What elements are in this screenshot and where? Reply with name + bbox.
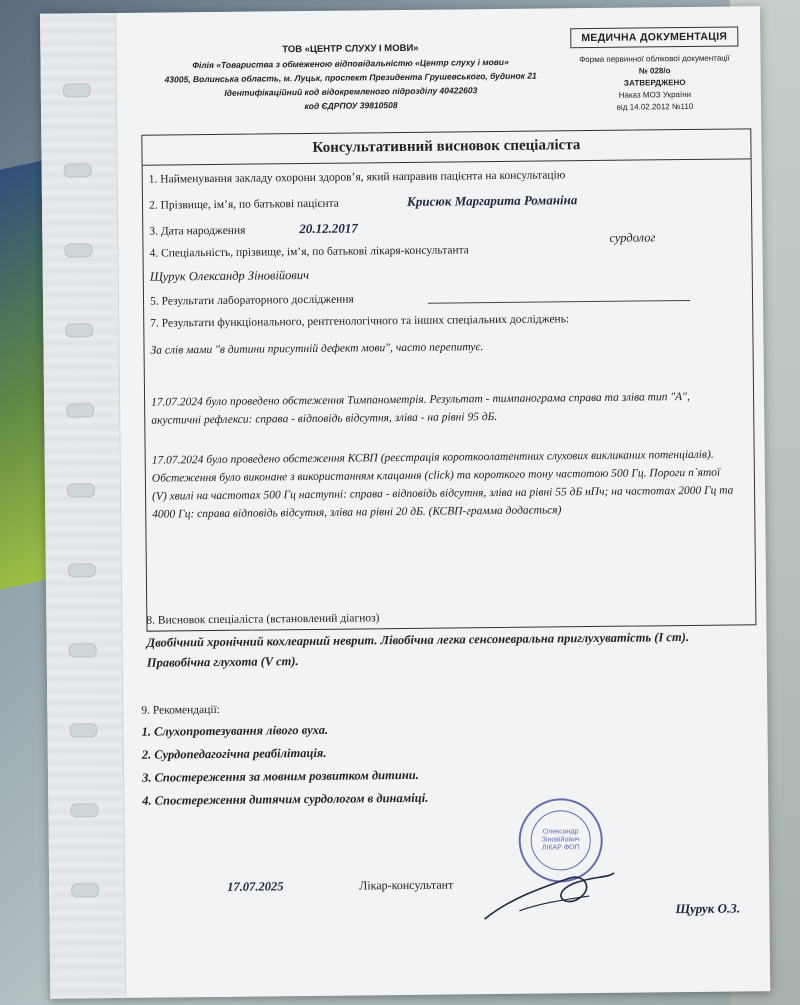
field-7 [150,311,750,329]
field-4-label: 4. Спеціальність, прізвище, ім’я, по батькові лікаря-консультанта [149,244,469,260]
punch-hole [64,243,92,257]
address-line: 43005, Волинська область, м. Луцьк, проспект Президента Грушевського, будинок 21 [164,70,537,85]
form-box-title: МЕДИЧНА ДОКУМЕНТАЦІЯ [570,26,738,48]
recommendation-item: 1. Слухопротезування лівого вуха. [141,722,329,739]
recommendations-label: 9. Рекомендації: [141,703,221,717]
conclusion-section [146,608,747,672]
branch-line: Філія «Товариства з обмеженою відповідальністю «Центр слуху і мови» [192,56,509,71]
punch-hole [71,883,99,897]
main-form-frame [141,128,756,631]
document-title: Консультативний висновок спеціаліста [142,129,750,165]
result-paragraph-1: За слів мами "в дитини присутній дефект мови", часто перепитує. [150,341,484,357]
institution-header [140,40,561,114]
field-2-label: 2. Прізвище, ім’я, по батькові пацієнта [148,197,339,212]
form-line: Форма первинної облікової документації [579,53,730,65]
punch-hole [63,83,91,97]
recommendations-section [141,698,742,812]
approved-label: ЗАТВЕРДЖЕНО [623,78,686,88]
footer-role: Лікар-консультант [359,877,454,893]
paper-content [140,16,762,992]
doctor-specialty: сурдолог [609,230,656,245]
field-3 [149,219,749,237]
punch-hole [69,723,97,737]
doctor-name: Щурук Олександр Зіновійович [149,267,310,284]
birth-date: 20.12.2017 [299,220,358,237]
binder-rail [40,13,126,999]
punch-hole [66,403,94,417]
form-number: № 028/о [638,66,671,76]
punch-hole [65,323,93,337]
field-3-label: 3. Дата народження [149,224,246,238]
result-paragraph-2: 17.07.2024 було проведено обстеження Тимпанометрія. Результат - тимпанограма справа та зліва тип "А", акустичні рефлекси: справа - відповідь відсутня, зліва - на рівні 95 дБ. [151,390,690,427]
recommendation-item: 2. Сурдопедагогічна реабілітація. [141,745,327,762]
punch-hole [69,643,97,657]
org-name: ТОВ «ЦЕНТР СЛУХУ І МОВИ» [282,42,419,56]
punch-hole [67,483,95,497]
result-paragraph-3: 17.07.2024 було проведено обстеження КСВП (реєстрація короткоолатентних слухових викликаних потенціалів). Обстеження було виконане з використанням клацання (click) та короткого тону частотою 500 Гц. Пороги п`ятої (V) хвилі на частотах 500 Гц наступні: справа - відповідь відсутня, зліва на рівні 55 дБ нПч; на частотах 2000 Гц та 4000 Гц: справа відповідь відсутня, зліва на рівні 20 дБ. (КСВП-грамма додається) [151,448,734,521]
lab-results-line [428,300,690,304]
footer-row [227,874,800,917]
document-sheet [40,6,770,998]
field-5-label: 5. Результати лабораторного дослідження [149,293,354,308]
doctor-name-row [150,263,750,284]
field-1 [149,167,749,185]
recommendation-item: 3. Спостереження за мовним розвитком дитини. [141,767,419,785]
punch-hole [68,563,96,577]
id-line: Ідентифікаційний код відокремленого підрозділу 40422603 [224,85,478,98]
conclusion-text: Двобічний хронічний кохлеарний неврит. Лівобічна легка сенсоневральна приглухуватість (I ст). Правобічна глухота (V ст). [146,630,690,670]
order-label: Наказ МОЗ України [618,89,692,100]
punch-hole [64,163,92,177]
recommendations-list [141,714,742,812]
signature-name: Щурук О.З. [675,900,741,917]
edrpou-line: код ЄДРПОУ 39810508 [304,100,398,112]
patient-name: Крисюк Маргарита Романіна [406,192,578,209]
recommendation-item: 4. Спостереження дитячим сурдологом в динаміці. [142,790,429,808]
field-5 [150,289,750,307]
field-1-label: 1. Найменування закладу охорони здоров’я, який направив пацієнта на консультацію [148,169,566,186]
field-7-label: 7. Результати функціонального, рентгенологічного та інших спеціальних досліджень: [150,313,570,330]
conclusion-label: 8. Висновок спеціаліста (встановлений діагноз) [146,612,380,627]
order-date: від 14.02.2012 №110 [616,101,694,112]
punch-hole [70,803,98,817]
footer-date: 17.07.2025 [227,879,284,894]
stamp-text: Олександр Зіновійович ЛІКАР ФОП [541,828,580,852]
form-info-box [570,26,739,128]
field-2 [149,193,749,211]
